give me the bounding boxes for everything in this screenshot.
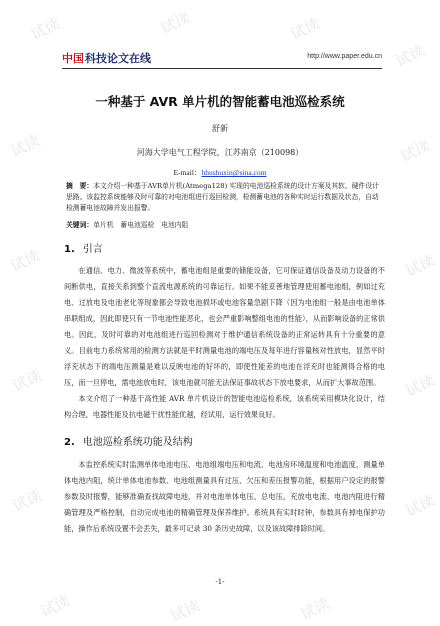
watermark: 试读 — [397, 136, 433, 166]
section-heading-introduction — [64, 240, 103, 255]
watermark: 试读 — [167, 596, 203, 626]
site-logo — [62, 50, 151, 66]
email-label: E-mail： — [173, 168, 202, 177]
watermark: 试读 — [27, 14, 63, 44]
body-paragraph: 在通信、电力、微波等系统中，蓄电池组是重要的储能设备，它可保证通信设备及动力设备的不间断供电，直接关系到整个直流电源系统的可靠运行。如果不能妥善地管理使用蓄电池组，例如过充电、过放电及电池老化等现象都会导致电池损坏或电池容量急剧下降（因为电池组一般是由电池单体串联组成，因此即使只有一节电池性能恶化，也会严重影响整组电池的性能），从而影响设备的正常供电。因此，及时可靠的对电池组进行巡回检测对于维护通信系统设备的正常运转具有十分重要的意义。目前电力系统常用的检测方法就是平时测量电池的端电压及每年进行容量核对性放电，显然平时浮充状态下的端电压测量是难以反映电池的好坏的，即使性能差的电池在浮充时也能测得合格的电压，而一旦停电，需电池放电时，该电池就可能无法保证事故状态下放电要求，从而扩大事故范围。 — [64, 266, 385, 387]
watermark: 试读 — [402, 371, 438, 401]
abstract-label: 摘 要： — [66, 182, 94, 190]
logo-china-text: 中国 — [62, 52, 84, 65]
watermark: 试读 — [7, 131, 43, 161]
author-email-line — [0, 167, 440, 178]
logo-site-name: 科技论文在线 — [85, 52, 151, 65]
watermark: 试读 — [7, 246, 43, 276]
watermark: 试读 — [9, 366, 45, 396]
body-paragraph: 本文介绍了一种基于高性能 AVR 单片机设计的智能电池巡检系统，该系统采用模块化设计，结构合理，电器性能及抗电磁干扰性能优越，经试用，运行效果良好。 — [64, 394, 385, 419]
section-title: 引言 — [82, 244, 103, 255]
watermark: 试读 — [402, 251, 438, 281]
abstract-text: 本文介绍一种基于AVR单片机(Atmega128) 实现的电池巡检系统的设计方案及其软、硬件设计思路。该监控系统能够及时可靠的对电池组进行巡回检测，检测蓄电池的各种实时运行数据及状态，自动检测蓄电池故障并发出报警。 — [66, 182, 379, 212]
paper-author: 舒新 — [212, 124, 228, 133]
watermark: 试读 — [297, 594, 333, 624]
paper-title: 一种基于 AVR 单片机的智能蓄电池巡检系统 — [95, 94, 345, 109]
watermark: 试读 — [392, 41, 428, 71]
abstract — [66, 181, 384, 214]
site-url[interactable]: http://www.paper.edu.cn — [307, 53, 382, 60]
keywords-text: 单片机 蓄电池巡检 电池内阻 — [93, 221, 189, 229]
page-number: -1- — [215, 578, 225, 586]
section-number: 1. — [64, 244, 75, 255]
page-header — [62, 50, 382, 66]
watermark: 试读 — [9, 486, 45, 516]
author-affiliation: 河海大学电气工程学院，江苏南京（210098） — [136, 148, 304, 157]
section-heading-system-structure — [64, 433, 193, 448]
body-paragraph: 本监控系统实时监测单体电池电压、电池组端电压和电流、电池房环境温度和电池温度，测量单体电池内阻，统计单体电池参数、电池组测量具有过压、欠压和差压报警功能，根据用户设定的报警参数及时报警，能够准确查找故障电池，并对电池单体电压、总电压，充放电电流、电池内阻进行精确管理及严格控制，自动完成电池的精确管理及保养维护。系统具有实时时钟，参数具有掉电保护功能，操作后系统设置不会丢失，最多可记录 30 条历史故障，以及该故障排除时间。 — [64, 460, 385, 533]
keywords — [66, 219, 384, 229]
section-number: 2. — [64, 437, 75, 448]
section-title: 电池巡检系统功能及结构 — [82, 437, 193, 448]
author-email-link[interactable]: hhushuxin@sina.com — [201, 168, 267, 177]
watermark: 试读 — [157, 8, 193, 38]
watermark: 试读 — [402, 491, 438, 521]
watermark: 试读 — [37, 591, 73, 621]
keywords-label: 关键词： — [66, 221, 94, 229]
watermark: 试读 — [287, 14, 323, 44]
header-divider — [62, 68, 382, 69]
